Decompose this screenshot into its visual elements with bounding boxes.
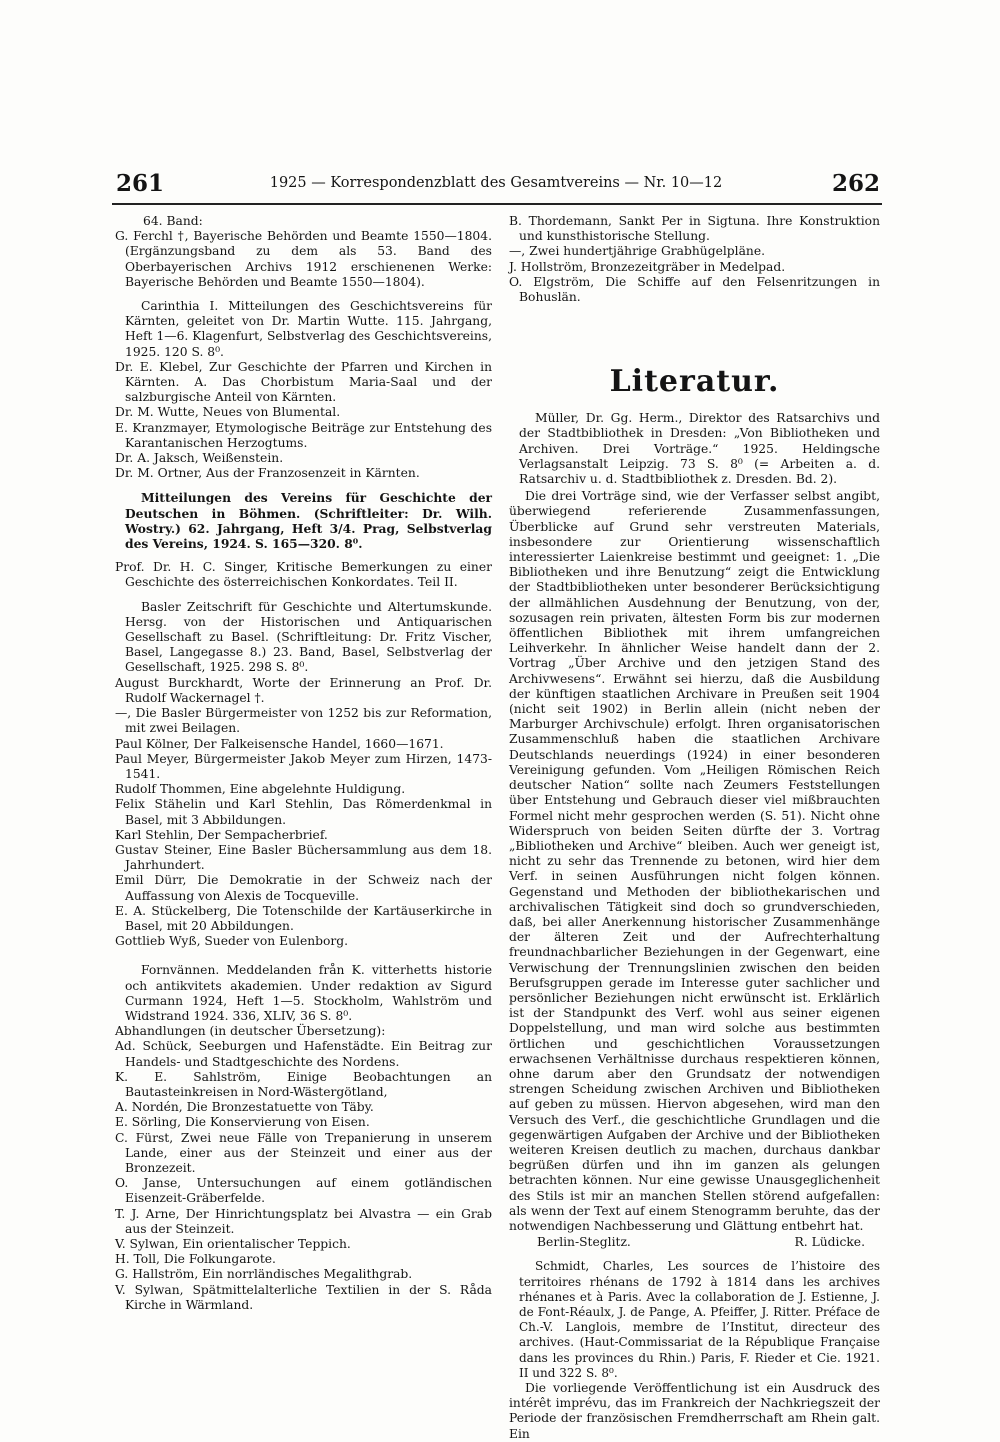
journal-carinthia: Carinthia I. Mitteilungen des Geschichtsvereins für Kärnten, geleitet von Dr. Martin Wutte. 115. Jahrgang, Heft 1—6. Klagenfurt, Selbstverlag des Geschichtsvereins, 1925. 120 S. 8⁰. <box>125 299 492 359</box>
article-hallstroem: G. Hallström, Ein norrländisches Megalithgrab. <box>115 1267 413 1282</box>
review-entry-schmidt: Schmidt, Charles, Les sources de l’histoire des territoires rhénans de 1792 à 1814 dans les archives rhénanes et à Paris. Avec la collaboration de J. Estienne, J. de Font-Réaulx, J. de Pange, A. Pfeiffer, J. Ritter. Préface de Ch.-V. Langlois, membre de l’Institut, directeur des archives. (Haut-Commissariat de la République Française dans les provinces du Rhin.) Paris, F. Rieder et Cie. 1921. II und 322 S. 8⁰. <box>519 1259 880 1380</box>
article-kranzmayer: E. Kranzmayer, Etymologische Beiträge zur Entstehung des Karantanischen Herzogtums. <box>115 420 492 450</box>
article-staehelin: Felix Stähelin und Karl Stehlin, Das Römerdenkmal in Basel, mit 3 Abbildungen. <box>115 797 492 827</box>
article-stehlin: Karl Stehlin, Der Sempacherbrief. <box>115 827 328 842</box>
signature-place: Berlin-Steglitz. <box>537 1235 631 1250</box>
review-entry-mueller: Müller, Dr. Gg. Herm., Direktor des Ratsarchivs und der Stadtbibliothek in Dresden: „Von Bibliotheken und Archiven. Drei Vorträge.“ 1925. Heldingsche Verlagsanstalt Leipzig. 73 S. 8⁰ (= Arbeiten a. d. Ratsarchiv u. d. Stadtbibliothek z. Dresden. Bd. 2). <box>519 411 880 487</box>
article-schueck: Ad. Schück, Seeburgen und Hafenstädte. Ein Beitrag zur Handels- und Stadtgeschichte des Nordens. <box>115 1039 492 1069</box>
article-norden: A. Nordén, Die Bronzestatuette von Täby. <box>115 1100 374 1115</box>
article-steiner: Gustav Steiner, Eine Basler Büchersammlung aus dem 18. Jahrhundert. <box>115 842 492 873</box>
signature-name: R. Lüdicke. <box>794 1235 865 1250</box>
page-number-left: 261 <box>116 170 165 197</box>
journal-fornvannen: Fornvännen. Meddelanden från K. vitterhetts historie och antikvitets akademien. Under redaktion av Sigurd Curmann 1924, Heft 1—5. Stockholm, Wahlström und Widstrand 1924. 336, XLIV, 36 S. 8⁰. <box>125 963 492 1023</box>
article-toll: H. Toll, Die Folkungarote. <box>115 1252 276 1267</box>
running-header <box>112 170 880 200</box>
article-klebel: Dr. E. Klebel, Zur Geschichte der Pfarren und Kirchen in Kärnten. A. Das Chorbistum Maria-Saal und der salzburgische Anteil von Kärnten. <box>115 359 492 405</box>
abhandlungen-label: Abhandlungen (in deutscher Übersetzung): <box>115 1024 386 1039</box>
article-soerling: E. Sörling, Die Konservierung von Eisen. <box>115 1115 370 1130</box>
article-janse: O. Janse, Untersuchungen auf einem gotländischen Eisenzeit-Gräberfelde. <box>115 1176 492 1206</box>
article-stueckelberg: E. A. Stückelberg, Die Totenschilde der Kartäuserkirche in Basel, mit 20 Abbildungen. <box>115 903 492 933</box>
article-thordemann: B. Thordemann, Sankt Per in Sigtuna. Ihre Konstruktion und kunsthistorische Stellung. <box>509 214 880 244</box>
article-grabhuegel: —, Zwei hundertjährige Grabhügelpläne. <box>509 244 766 259</box>
left-column <box>115 214 492 1313</box>
article-hollstroem: J. Hollström, Bronzezeitgräber in Medelpad. <box>509 259 786 274</box>
volume-label: 64. Band: <box>143 214 203 228</box>
review-signature <box>509 1235 880 1250</box>
journal-basler: Basler Zeitschrift für Geschichte und Altertumskunde. Hersg. von der Historischen und Antiquarischen Gesellschaft zu Basel. (Schriftleitung: Dr. Fritz Vischer, Basel, Langegasse 8.) 23. Band, Basel, Selbstverlag der Gesellschaft, 1925. 298 S. 8⁰. <box>125 599 492 675</box>
entry-ferchl: G. Ferchl †, Bayerische Behörden und Beamte 1550—1804. (Ergänzungsband zu dem als 53. Band des Oberbayerischen Archivs 1912 erschienenen Werke: Bayerische Behörden und Beamte 1550—1804). <box>115 229 492 289</box>
article-meyer: Paul Meyer, Bürgermeister Jakob Meyer zum Hirzen, 1473-1541. <box>115 751 492 781</box>
article-duerr: Emil Dürr, Die Demokratie in der Schweiz nach der Auffassung von Alexis de Tocqueville. <box>115 873 492 903</box>
journal-boehmen: Mitteilungen des Vereins für Geschichte der Deutschen in Böhmen. (Schriftleiter: Dr. Wilh. Wostry.) 62. Jahrgang, Heft 3/4. Prag, Selbstverlag des Vereins, 1924. S. 165—320. 8⁰. <box>125 490 492 552</box>
right-column <box>509 214 880 1442</box>
article-buergermeister: —, Die Basler Bürgermeister von 1252 bis zur Reformation, mit zwei Beilagen. <box>115 706 492 736</box>
article-singer: Prof. Dr. H. C. Singer, Kritische Bemerkungen zu einer Geschichte des österreichischen Konkordates. Teil II. <box>115 560 492 590</box>
article-sylwan-2: V. Sylwan, Spätmittelalterliche Textilien in der S. Råda Kirche in Wärmland. <box>115 1282 492 1312</box>
review-text-mueller: Die drei Vorträge sind, wie der Verfasser selbst angibt, überwiegend referierende Zusammenfassungen, Überblicke auf Grund sehr verstreuten Materials, insbesondere zur Orientierung wissenschaftlich interessierter Laienkreise bestimmt und geeignet: 1. „Die Bibliotheken und ihre Benutzung“ zeigt die Entwicklung der Stadtbibliotheken unter besonderer Berücksichtigung der allmählichen Ausdehnung der Benutzung, von der, sozusagen rein privaten, ältesten Form bis zur modernen öffentlichen Bibliothek mit ihrem umfangreichen Leihverkehr. In ähnlicher Weise handelt dann der 2. Vortrag „Über Archive und den jetzigen Stand des Archivwesens“. Erwähnt sei hierzu, daß die Ausbildung der künftigen staatlichen Archivare in Preußen seit 1904 (nicht seit 1902) in Berlin allein (nicht neben der Marburger Archivschule) erfolgt. Ihren organisatorischen Zusammenschluß haben die staatlichen Archivare Deutschlands neuerdings (1924) in einer besonderen Vereinigung gefunden. Vom „Heiligen Römischen Reich deutscher Nation“ sollte nach Zeumers Feststellungen über Entstehung und Gebrauch dieser viel mißbrauchten Formel nicht mehr gesprochen werden (S. 51). Nicht ohne Widerspruch von beiden Seiten dürfte der 3. Vortrag „Bibliotheken und Archive“ bleiben. Auch wer geneigt ist, nicht zu sehr das Trennende zu betonen, wird hier dem Verf. in seinen Ausführungen nicht folgen können. Gegenstand und Methoden der bibliothekarischen und archivalischen Tätigkeit sind doch so grundverschieden, daß, bei aller Anerkennung historischer Zusammenhänge der älteren Zeit und der Aufrechterhaltung freundnachbarlicher Beziehungen in der Gegenwart, eine Verwischung der Trennungslinien zwischen den beiden Berufsgruppen gerade im Interesse guter sachlicher und persönlicher Beziehungen nicht erwünscht ist. Erklärlich ist der Standpunkt des Verf. wohl aus seiner eigenen Doppelstellung, und man wird solche aus bestimmten örtlichen und geschichtlichen Voraussetzungen erwachsenen Verhältnisse durchaus respektieren können, ohne darum aber den Grundsatz der notwendigen strengen Scheidung zwischen Archiven und Bibliotheken auf geben zu müssen. Hiervon abgesehen, wird man den Versuch des Verf., die geschichtliche Grundlagen und die gegenwärtigen Aufgaben der Archive und der Bibliotheken weiteren Kreisen deutlich zu machen, durchaus dankbar begrüßen dürfen und ihn im ganzen als gelungen betrachten können. Nur eine gewisse Unausgeglichenheit des Stils ist mir an manchen Stellen störend aufgefallen: als wenn der Text auf einem Stenogramm beruhte, das der notwendigen Nachbesserung und Glättung entbehrt hat. <box>509 489 880 1233</box>
article-jaksch: Dr. A. Jaksch, Weißenstein. <box>115 451 284 466</box>
article-wutte: Dr. M. Wutte, Neues von Blumental. <box>115 405 341 420</box>
review-text-schmidt: Die vorliegende Veröffentlichung ist ein Ausdruck des intérêt imprévu, das im Frankreich der Nachkriegszeit der Periode der französischen Fremdherrschaft am Rhein galt. Ein <box>509 1381 880 1441</box>
section-heading-literatur: Literatur. <box>609 364 780 400</box>
article-wyss: Gottlieb Wyß, Sueder von Eulenborg. <box>115 934 349 949</box>
article-fuerst: C. Fürst, Zwei neue Fälle von Trepanierung in unserem Lande, einer aus der Steinzeit und einer aus der Bronzezeit. <box>115 1130 492 1175</box>
header-rule <box>112 203 882 205</box>
article-sahlstroem: K. E. Sahlström, Einige Beobachtungen an Bautasteinkreisen in Nord-Wästergötland, <box>115 1069 492 1099</box>
article-ortner: Dr. M. Ortner, Aus der Franzosenzeit in Kärnten. <box>115 466 420 481</box>
running-title: 1925 — Korrespondenzblatt des Gesamtvereins — Nr. 10—12 <box>269 175 723 191</box>
article-thommen: Rudolf Thommen, Eine abgelehnte Huldigung. <box>115 782 406 797</box>
article-sylwan-1: V. Sylwan, Ein orientalischer Teppich. <box>115 1237 351 1251</box>
article-elgstroem: O. Elgström, Die Schiffe auf den Felsenritzungen in Bohuslän. <box>509 274 880 305</box>
article-arne: T. J. Arne, Der Hinrichtungsplatz bei Alvastra — ein Grab aus der Steinzeit. <box>115 1206 492 1236</box>
article-koelner: Paul Kölner, Der Falkeisensche Handel, 1660—1671. <box>115 736 444 751</box>
article-burckhardt: August Burckhardt, Worte der Erinnerung an Prof. Dr. Rudolf Wackernagel †. <box>115 675 492 705</box>
page-number-right: 262 <box>831 170 880 197</box>
